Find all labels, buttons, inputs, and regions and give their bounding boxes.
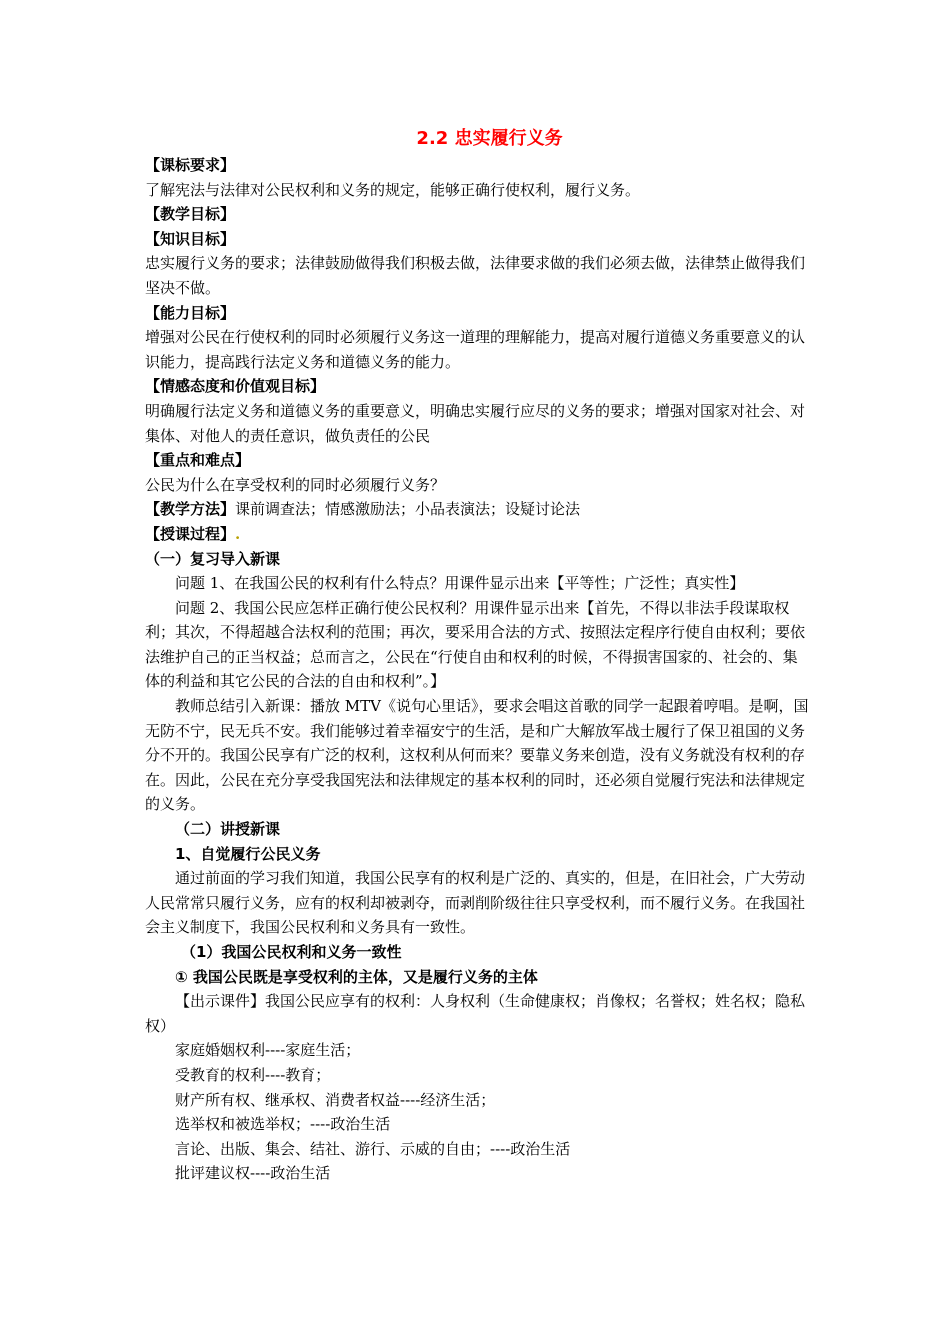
right-item-5: 言论、出版、集会、结社、游行、示威的自由；----政治生活 (175, 1139, 571, 1158)
heading-zhongdian: 【重点和难点】 (145, 451, 251, 470)
text-qinggan: 明确履行法定义务和道德义务的重要意义，明确忠实履行应尽的义务的要求；增强对国家对社会、对集体、对他人的责任意识，做负责任的公民 (145, 401, 806, 445)
heading-jiaoxue: 【教学目标】 (145, 205, 236, 224)
right-item-2: 受教育的权利----教育； (175, 1065, 331, 1084)
teacher-summary: 教师总结引入新课：播放 MTV《说句心里话》，要求会唱这首歌的同学一起跟着哼唱。是啊，国无防不宁，民无兵不安。我们能够过着幸福安宁的生活，是和广大解放军战士履行了保卫祖国的义务分不开的。我国公民享有广泛的权利，这权利从何而来？要靠义务来创造，没有义务就没有权利的存在。因此，公民在充分享受我国宪法和法律规定的基本权利的同时，还必须自觉履行宪法和法律规定的义务。 (145, 697, 809, 814)
paragraph-duty: 通过前面的学习我们知道，我国公民享有的权利是广泛的、真实的，但是，在旧社会，广大劳动人民常常只履行义务，应有的权利却被剥夺，而剥削阶级往往只享受权利，而不履行义务。在我国社会主义制度下，我国公民权利和义务具有一致性。 (145, 869, 806, 937)
heading-kebiao: 【课标要求】 (145, 156, 236, 174)
line-guocheng (145, 522, 810, 547)
heading-guocheng: 【授课过程】 (145, 524, 236, 543)
document-title: 2.2 忠实履行义务 (416, 128, 563, 149)
subsection-duty: 1、自觉履行公民义务 (175, 844, 321, 863)
text-zhishi: 忠实履行义务的要求；法律鼓励做得我们积极去做，法律要求做的我们必须去做，法律禁止做得我们坚决不做。 (145, 254, 806, 297)
heading-zhishi: 【知识目标】 (145, 229, 236, 248)
courseware-rights: 【出示课件】我国公民应享有的权利：人身权利（生命健康权；肖像权；名誉权；姓名权；隐私权） (145, 992, 806, 1035)
guocheng-dot: . (235, 524, 241, 543)
text-fangfa: 课前调查法；情感激励法；小品表演法；设疑讨论法 (235, 500, 581, 519)
subsection-consistency: （1）我国公民权利和义务一致性 (181, 943, 402, 961)
section-review: （一）复习导入新课 (145, 549, 281, 568)
heading-qinggan: 【情感态度和价值观目标】 (145, 377, 326, 396)
text-nengli: 增强对公民在行使权利的同时必须履行义务这一道理的理解能力，提高对履行道德义务重要意义的认识能力，提高践行法定义务和道德义务的能力。 (145, 328, 806, 371)
text-kebiao: 了解宪法与法律对公民权利和义务的规定，能够正确行使权利，履行义务。 (145, 180, 641, 199)
right-item-3: 财产所有权、继承权、消费者权益----经济生活； (175, 1090, 496, 1109)
heading-fangfa: 【教学方法】 (145, 500, 236, 519)
right-item-1: 家庭婚姻权利----家庭生活； (175, 1041, 361, 1060)
document-page (145, 125, 810, 1186)
section-new-lesson: （二）讲授新课 (175, 820, 281, 839)
right-item-4: 选举权和被选举权；----政治生活 (175, 1115, 391, 1134)
point-subject: ① 我国公民既是享受权利的主体，又是履行义务的主体 (175, 967, 538, 986)
right-item-6: 批评建议权----政治生活 (175, 1164, 331, 1183)
question-1: 问题 1、在我国公民的权利有什么特点？用课件显示出来【平等性；广泛性；真实性】 (175, 574, 745, 593)
line-fangfa (145, 497, 810, 522)
question-2: 问题 2、我国公民应怎样正确行使公民权利？用课件显示出来【首先，不得以非法手段谋取权利；其次，不得超越合法权利的范围；再次，要采用合法的方式、按照法定程序行使自由权利；要依法维护自己的正当权益；总而言之，公民在“行使自由和权利的时候，不得损害国家的、社会的、集体的利益和其它公民的合法的自由和权利”。】 (145, 598, 806, 691)
text-zhongdian: 公民为什么在享受权利的同时必须履行义务？ (145, 475, 446, 494)
heading-nengli: 【能力目标】 (145, 303, 236, 322)
